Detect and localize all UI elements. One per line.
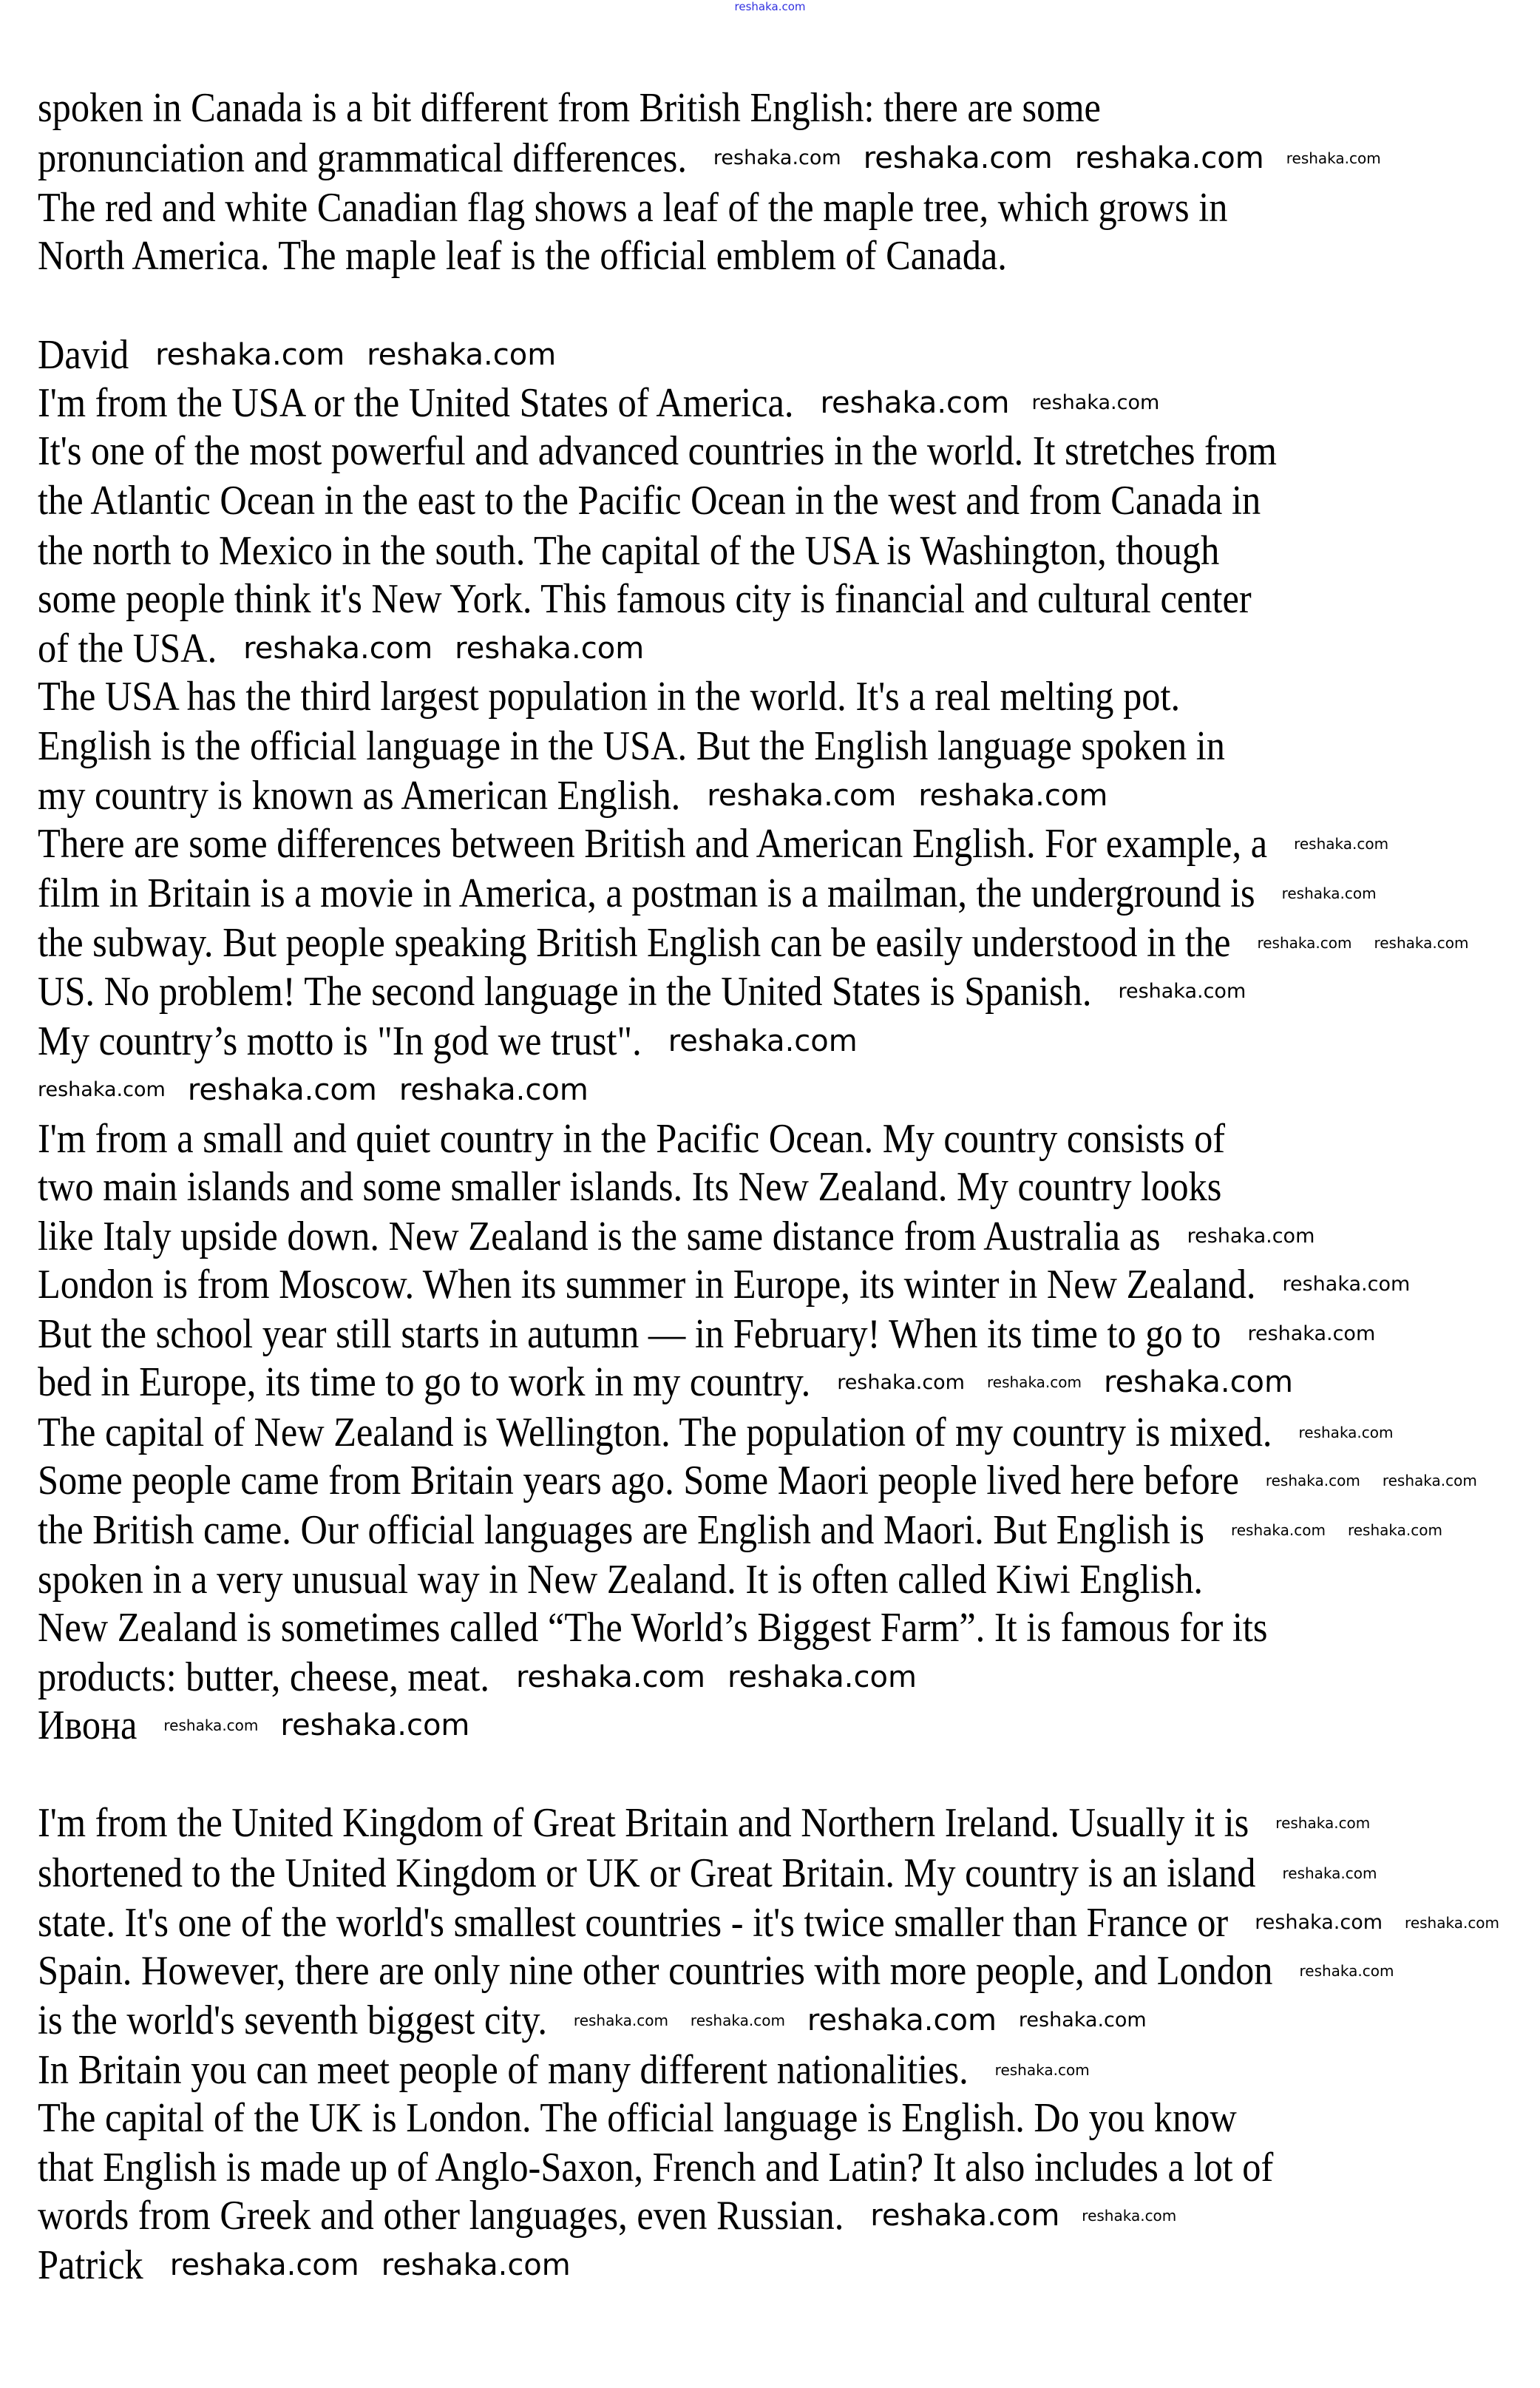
watermark: reshaka.com <box>1299 1961 1394 1980</box>
watermark: reshaka.com <box>1265 1471 1360 1489</box>
watermark: reshaka.com <box>1298 1423 1394 1441</box>
text-line: North America. The maple leaf is the official emblem of Canada. <box>38 232 1007 279</box>
text-line: Spain. However, there are only nine other countries with more people, and London <box>38 1947 1273 1994</box>
text-line: US. No problem! The second language in the United States is Spanish. <box>38 968 1092 1015</box>
text-line: spoken in a very unusual way in New Zealand. It is often called Kiwi English. <box>38 1556 1204 1603</box>
text-line: spoken in Canada is a bit different from British English: there are some <box>38 85 1101 132</box>
watermark: reshaka.com <box>987 1373 1082 1392</box>
watermark: reshaka.com <box>727 1660 917 1695</box>
watermark: reshaka.com <box>1104 1365 1293 1400</box>
text-line: the subway. But people speaking British English can be easily understood in the <box>38 920 1231 967</box>
text-line: words from Greek and other languages, even Russian. <box>38 2193 844 2239</box>
watermark: reshaka.com <box>1257 934 1352 953</box>
watermark: reshaka.com <box>1074 141 1264 175</box>
text-line: two main islands and some smaller islands. Its New Zealand. My country looks <box>38 1163 1222 1210</box>
watermark: reshaka.com <box>1082 2207 1177 2225</box>
watermark: reshaka.com <box>1286 149 1381 167</box>
text-line: New Zealand is sometimes called “The World’s Biggest Farm”. It is famous for its <box>38 1604 1268 1651</box>
text-line: that English is made up of Anglo-Saxon, French and Latin? It also includes a lot of <box>38 2145 1274 2191</box>
watermark: reshaka.com <box>1118 979 1246 1003</box>
watermark: reshaka.com <box>918 779 1108 814</box>
watermark: reshaka.com <box>1230 1521 1326 1539</box>
text-line: It's one of the most powerful and advanced countries in the world. It stretches from <box>38 428 1277 475</box>
watermark: reshaka.com <box>807 2003 997 2037</box>
watermark: reshaka.com <box>1281 884 1377 903</box>
text-line: bed in Europe, its time to go to work in my country. <box>38 1359 811 1406</box>
text-line: The USA has the third largest population in the world. It's a real melting pot. <box>38 673 1181 720</box>
watermark: reshaka.com <box>163 1716 259 1735</box>
watermark: reshaka.com <box>1347 1521 1442 1539</box>
watermark: reshaka.com <box>243 631 433 666</box>
watermark: reshaka.com <box>713 146 841 169</box>
text-line: The capital of New Zealand is Wellington. The population of my country is mixed. <box>38 1409 1272 1455</box>
watermark: reshaka.com <box>367 338 557 373</box>
watermark: reshaka.com <box>398 1072 588 1107</box>
text-line: My country’s motto is "In god we trust". <box>38 1018 642 1064</box>
author-signature: Patrick <box>38 2242 143 2289</box>
watermark: reshaka.com <box>455 631 645 666</box>
watermark: reshaka.com <box>863 141 1053 175</box>
text-line: I'm from a small and quiet country in the Pacific Ocean. My country consists of <box>38 1115 1226 1162</box>
watermark: reshaka.com <box>1382 1471 1477 1489</box>
text-line: The capital of the UK is London. The official language is English. Do you know <box>38 2095 1237 2142</box>
watermark: reshaka.com <box>707 779 897 814</box>
watermark: reshaka.com <box>870 2199 1060 2233</box>
watermark: reshaka.com <box>994 2061 1090 2080</box>
watermark: reshaka.com <box>1255 1910 1383 1934</box>
text-line: London is from Moscow. When its summer in Europe, its winter in New Zealand. <box>38 1262 1256 1308</box>
watermark: reshaka.com <box>1374 934 1469 953</box>
text-line: products: butter, cheese, meat. <box>38 1654 489 1701</box>
author-signature: David <box>38 332 129 379</box>
text-line: Some people came from Britain years ago. Some Maori people lived here before <box>38 1457 1239 1504</box>
text-line: of the USA. <box>38 625 217 672</box>
watermark: reshaka.com <box>187 1072 377 1107</box>
text-line: is the world's seventh biggest city. <box>38 1997 547 2043</box>
text-line: pronunciation and grammatical differences. <box>38 135 687 181</box>
text-line: I'm from the United Kingdom of Great Britain and Northern Ireland. Usually it is <box>38 1800 1249 1847</box>
watermark: reshaka.com <box>1405 1913 1500 1932</box>
header-watermark: reshaka.com <box>734 0 806 13</box>
text-line: the British came. Our official languages are English and Maori. But English is <box>38 1506 1204 1553</box>
watermark: reshaka.com <box>155 338 345 373</box>
watermark: reshaka.com <box>1282 1864 1377 1882</box>
watermark: reshaka.com <box>837 1370 965 1394</box>
text-line: There are some differences between British and American English. For example, a <box>38 821 1268 867</box>
text-line: the north to Mexico in the south. The capital of the USA is Washington, though <box>38 527 1220 574</box>
watermark: reshaka.com <box>1282 1273 1411 1296</box>
watermark: reshaka.com <box>690 2011 785 2029</box>
text-line: like Italy upside down. New Zealand is the same distance from Australia as <box>38 1214 1161 1260</box>
watermark: reshaka.com <box>280 1708 470 1743</box>
text-line: my country is known as American English. <box>38 773 681 819</box>
text-line: But the school year still starts in autumn — in February! When its time to go to <box>38 1311 1221 1358</box>
watermark: reshaka.com <box>573 2011 668 2029</box>
watermark: reshaka.com <box>820 386 1010 421</box>
watermark: reshaka.com <box>1187 1225 1315 1248</box>
watermark: reshaka.com <box>1018 2009 1147 2032</box>
watermark: reshaka.com <box>1275 1814 1371 1833</box>
watermark: reshaka.com <box>668 1024 858 1058</box>
watermark: reshaka.com <box>381 2248 571 2283</box>
watermark: reshaka.com <box>1294 835 1389 853</box>
watermark: reshaka.com <box>1031 391 1160 415</box>
watermark: reshaka.com <box>515 1660 705 1695</box>
text-line: some people think it's New York. This famous city is financial and cultural center <box>38 575 1252 622</box>
text-line: The red and white Canadian flag shows a leaf of the maple tree, which grows in <box>38 184 1228 231</box>
author-signature: Ивона <box>38 1702 138 1749</box>
text-line: shortened to the United Kingdom or UK or Great Britain. My country is an island <box>38 1850 1256 1896</box>
text-line: English is the official language in the USA. But the English language spoken in <box>38 723 1226 769</box>
watermark: reshaka.com <box>169 2248 359 2283</box>
text-line: the Atlantic Ocean in the east to the Pacific Ocean in the west and from Canada in <box>38 478 1261 524</box>
text-line: state. It's one of the world's smallest countries - it's twice smaller than France or <box>38 1899 1229 1946</box>
text-line: In Britain you can meet people of many different nationalities. <box>38 2047 969 2094</box>
text-line: I'm from the USA or the United States of America. <box>38 380 794 427</box>
text-line: film in Britain is a movie in America, a postman is a mailman, the underground is <box>38 870 1255 917</box>
watermark: reshaka.com <box>1247 1322 1376 1346</box>
watermark: reshaka.com <box>38 1078 166 1101</box>
